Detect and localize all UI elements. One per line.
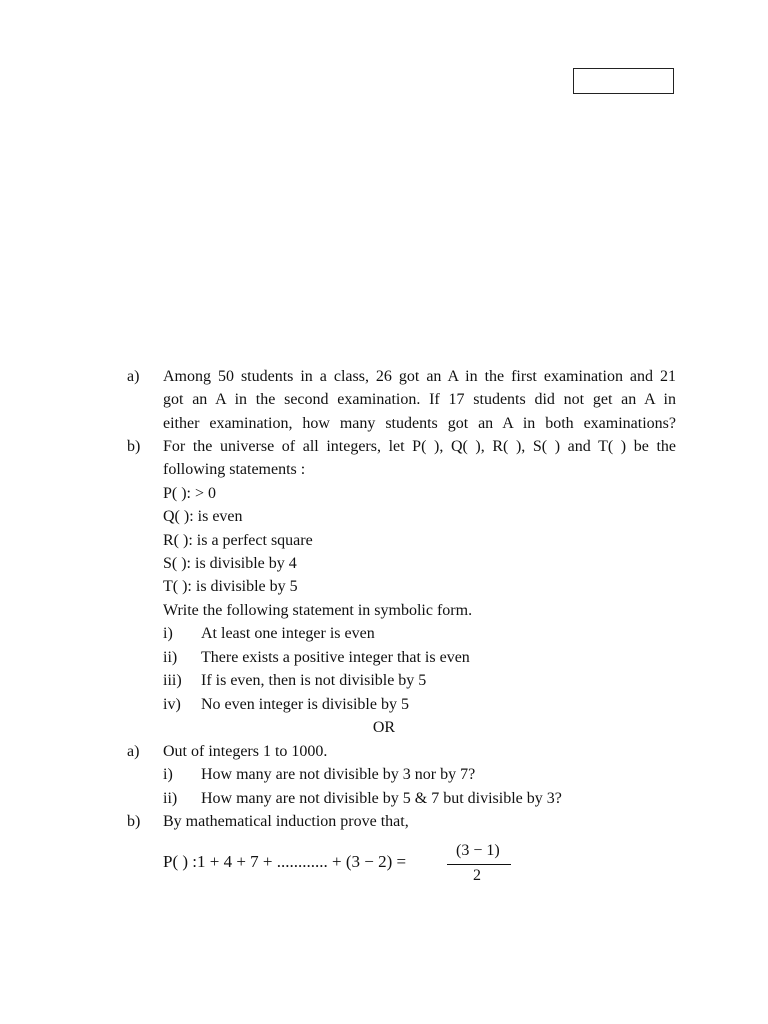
q2-a-text: Out of integers 1 to 1000. (163, 743, 328, 760)
statement-s: S( ): is divisible by 4 (163, 555, 297, 572)
q2-a-label: a) (127, 743, 140, 760)
formula-denominator: 2 (473, 867, 481, 884)
formula-numerator: (3 − 1) (456, 842, 500, 859)
item-number: ii) (163, 790, 178, 807)
statement-t: T( ): is divisible by 5 (163, 578, 298, 595)
q1-a-line-3: either examination, how many students got an A in both examinations? (163, 415, 676, 432)
item-text: There exists a positive integer that is even (201, 649, 470, 666)
q1-a-line-2: got an A in the second examination. If 17 students did not get an A in (163, 391, 676, 408)
seat-number-box (573, 68, 674, 94)
item-number: i) (163, 625, 173, 642)
or-divider: OR (372, 719, 396, 736)
instruction-text: Write the following statement in symbolic form. (163, 602, 473, 619)
formula-left-side: P( ) :1 + 4 + 7 + ............ + (3 − 2) = (163, 852, 407, 871)
item-text: How many are not divisible by 3 nor by 7? (201, 766, 476, 783)
item-number: ii) (163, 649, 178, 666)
fraction-bar (447, 864, 511, 865)
q1-b-label: b) (127, 438, 141, 455)
statement-r: R( ): is a perfect square (163, 532, 313, 549)
item-number: iii) (163, 672, 182, 689)
q1-a-label: a) (127, 368, 140, 385)
q2-b-text: By mathematical induction prove that, (163, 813, 409, 830)
q1-b-line-1: For the universe of all integers, let P( ), Q( ), R( ), S( ) and T( ) be the (163, 438, 676, 455)
q1-b-line-2: following statements : (163, 461, 306, 478)
statement-p: P( ): > 0 (163, 485, 217, 502)
item-text: No even integer is divisible by 5 (201, 696, 409, 713)
q2-b-label: b) (127, 813, 141, 830)
item-text: At least one integer is even (201, 625, 375, 642)
q1-a-line-1: Among 50 students in a class, 26 got an A in the first examination and 21 (163, 368, 676, 385)
item-text: If is even, then is not divisible by 5 (201, 672, 427, 689)
statement-q: Q( ): is even (163, 508, 243, 525)
item-number: i) (163, 766, 173, 783)
item-text: How many are not divisible by 5 & 7 but divisible by 3? (201, 790, 562, 807)
item-number: iv) (163, 696, 181, 713)
